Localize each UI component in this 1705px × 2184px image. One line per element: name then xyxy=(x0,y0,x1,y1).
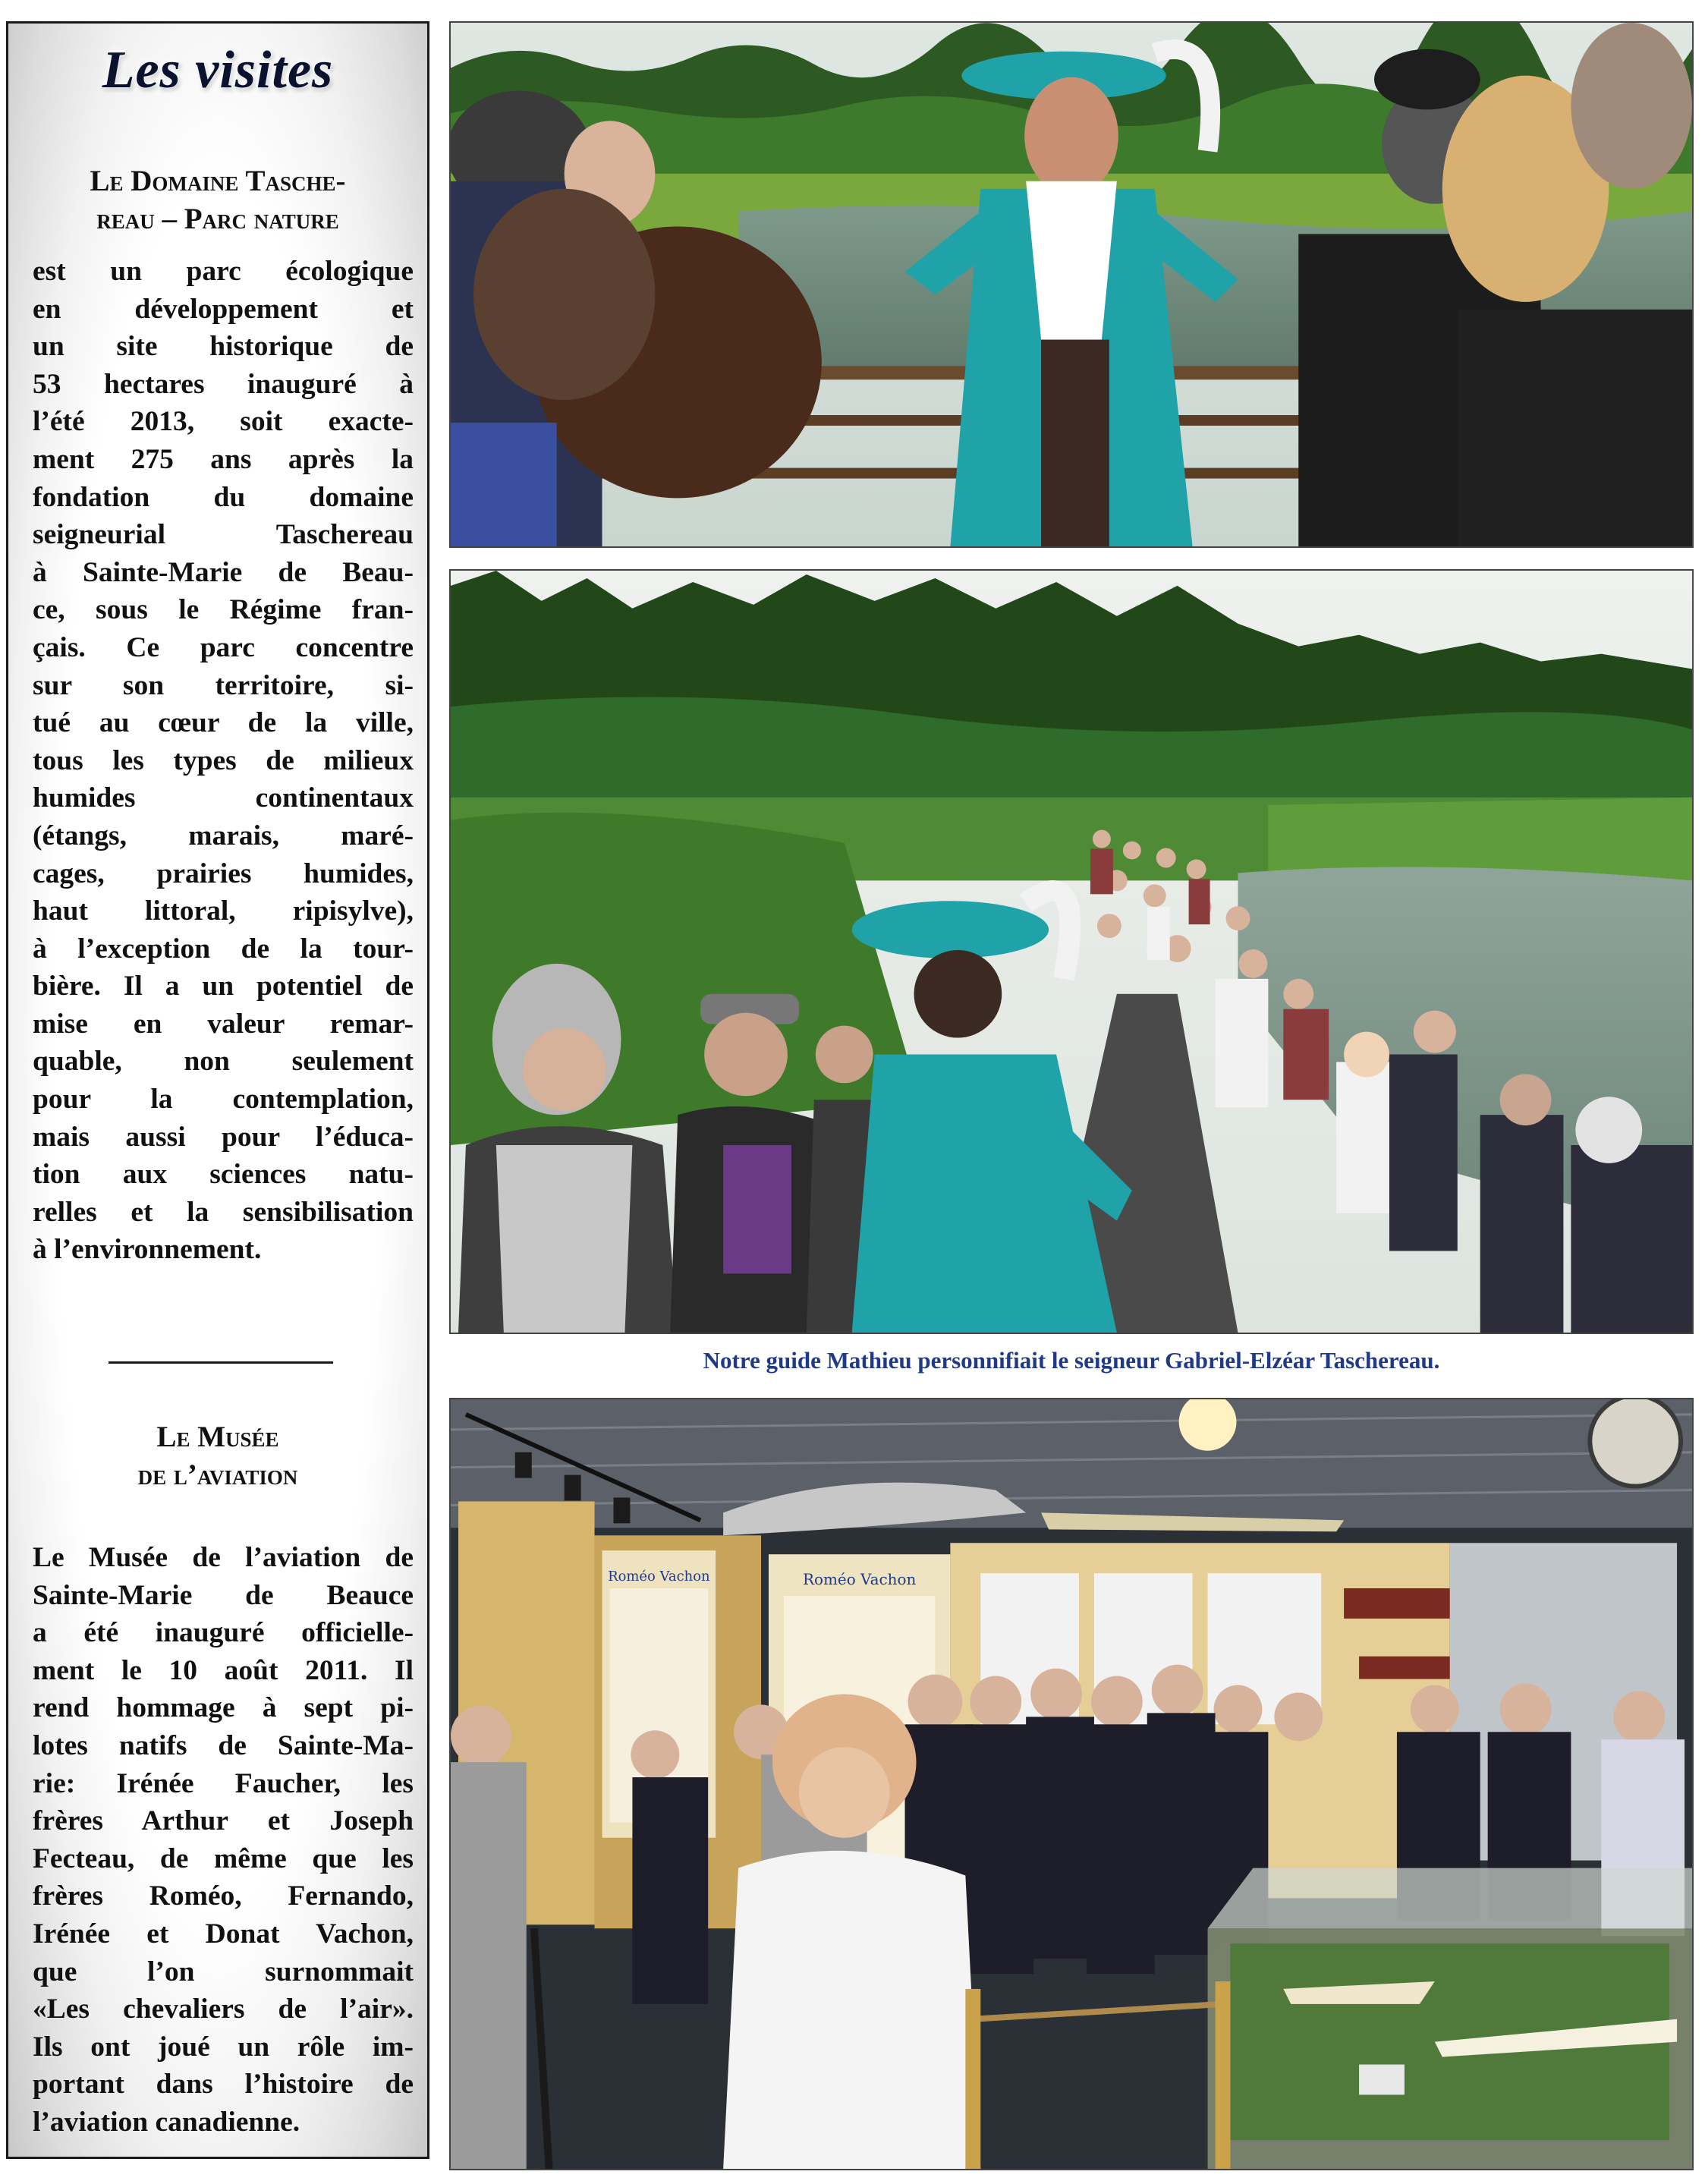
musee-paragraph-line: Sainte-Marie de Beauce xyxy=(33,1579,414,1611)
photo-aviation-museum xyxy=(449,1398,1694,2170)
aviation-museum-image xyxy=(451,1399,1692,2169)
musee-paragraph-line: portant dans l’histoire de xyxy=(33,2069,414,2101)
musee-paragraph-line: frères Roméo, Fernando, xyxy=(33,1880,414,1912)
domaine-paragraph-line: à Sainte-Marie de Beau- xyxy=(33,556,414,588)
domaine-paragraph-line: pour la contemplation, xyxy=(33,1084,414,1116)
museum-sign-2: Roméo Vachon xyxy=(803,1571,917,1589)
domaine-paragraph-line: tion aux sciences natu- xyxy=(33,1159,414,1191)
heading-musee-line1: Le Musée xyxy=(156,1421,279,1453)
domaine-paragraph-line: quable, non seulement xyxy=(33,1046,414,1078)
domaine-paragraph-line: (étangs, marais, maré- xyxy=(33,820,414,851)
domaine-paragraph-line: l’été 2013, soit exacte- xyxy=(33,406,414,438)
domaine-paragraph-line: 53 hectares inauguré à xyxy=(33,368,414,400)
domaine-paragraph-line: bière. Il a un potentiel de xyxy=(33,971,414,1002)
domaine-paragraph-line: haut littoral, ripisylve), xyxy=(33,895,414,927)
sidebar-title: Les visites xyxy=(102,41,334,99)
musee-paragraph xyxy=(33,1539,414,2142)
domaine-paragraph-line: cages, prairies humides, xyxy=(33,858,414,889)
musee-paragraph-line: «Les chevaliers de l’air». xyxy=(33,1994,414,2025)
musee-paragraph-line: Irénée et Donat Vachon, xyxy=(33,1918,414,1950)
museum-sign-1: Roméo Vachon xyxy=(608,1569,710,1585)
domaine-paragraph-line: mais aussi pour l’éduca- xyxy=(33,1121,414,1153)
domaine-paragraph-line: à l’environnement. xyxy=(33,1234,262,1266)
photo-caption: Notre guide Mathieu personnifiait le seigneur Gabriel-Elzéar Taschereau. xyxy=(703,1347,1440,1374)
heading-domaine-line1: Le Domaine Tasche- xyxy=(90,165,346,197)
photo-guide-speaking xyxy=(449,21,1694,548)
domaine-paragraph-line: çais. Ce parc concentre xyxy=(33,631,414,663)
section-divider xyxy=(109,1361,333,1364)
domaine-paragraph-line: seigneurial Taschereau xyxy=(33,519,414,551)
domaine-paragraph-line: à l’exception de la tour- xyxy=(33,933,414,965)
domaine-paragraph-line: en développement et xyxy=(33,293,414,325)
domaine-paragraph-line: fondation du domaine xyxy=(33,481,414,513)
musee-paragraph-line: Le Musée de l’aviation de xyxy=(33,1542,414,1573)
heading-domaine-line2: reau – Parc nature xyxy=(96,203,339,235)
musee-paragraph-line: lotes natifs de Sainte-Ma- xyxy=(33,1729,414,1761)
domaine-paragraph-line: un site historique de xyxy=(33,331,414,363)
domaine-paragraph-line: ce, sous le Régime fran- xyxy=(33,594,414,626)
group-boardwalk-image xyxy=(451,571,1692,1333)
musee-paragraph-line: rend hommage à sept pi- xyxy=(33,1692,414,1724)
musee-paragraph-line: a été inauguré officielle- xyxy=(33,1617,414,1649)
domaine-paragraph-line: mise en valeur remar- xyxy=(33,1008,414,1040)
domaine-paragraph-line: est un parc écologique xyxy=(33,256,414,287)
domaine-paragraph-line: relles et la sensibilisation xyxy=(33,1196,414,1228)
musee-paragraph-line: Fecteau, de même que les xyxy=(33,1843,414,1874)
domaine-paragraph-line: ment 275 ans après la xyxy=(33,443,414,475)
musee-paragraph-line: rie: Irénée Faucher, les xyxy=(33,1767,414,1799)
musee-paragraph-line: frères Arthur et Joseph xyxy=(33,1805,414,1837)
guide-speaking-image xyxy=(451,23,1692,546)
musee-paragraph-line: ment le 10 août 2011. Il xyxy=(33,1654,414,1686)
heading-musee-line2: de l’aviation xyxy=(137,1459,298,1491)
photo-group-boardwalk xyxy=(449,569,1694,1334)
domaine-paragraph-line: humides continentaux xyxy=(33,782,414,814)
sidebar xyxy=(6,21,429,2159)
domaine-paragraph xyxy=(33,253,414,1269)
musee-paragraph-line: Ils ont joué un rôle im- xyxy=(33,2031,414,2063)
domaine-paragraph-line: tous les types de milieux xyxy=(33,744,414,776)
musee-paragraph-line: l’aviation canadienne. xyxy=(33,2106,300,2138)
musee-paragraph-line: que l’on surnommait xyxy=(33,1956,414,1987)
domaine-paragraph-line: sur son territoire, si- xyxy=(33,669,414,701)
domaine-paragraph-line: tué au cœur de la ville, xyxy=(33,707,414,739)
